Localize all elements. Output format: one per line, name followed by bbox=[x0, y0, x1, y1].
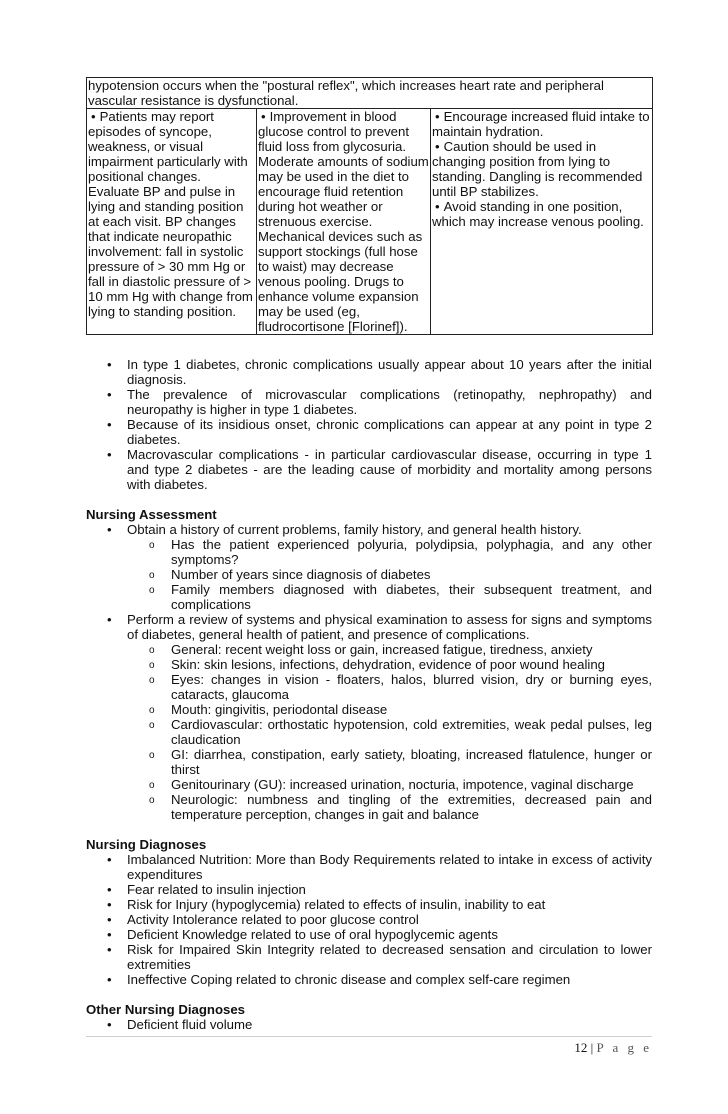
list-item: • Risk for Injury (hypoglycemia) related to effects of insulin, inability to eat bbox=[107, 897, 546, 912]
bullet-icon: • bbox=[107, 387, 112, 402]
sub-list-item: o Family members diagnosed with diabetes, their subsequent treatment, and complications bbox=[149, 582, 652, 612]
circle-bullet-icon: o bbox=[149, 780, 155, 791]
other-nursing-diagnoses-section bbox=[86, 1002, 652, 1032]
list-item: • Activity Intolerance related to poor glucose control bbox=[107, 912, 419, 927]
section-heading: Nursing Assessment bbox=[86, 507, 217, 522]
list-item: • Fear related to insulin injection bbox=[107, 882, 306, 897]
table-top-row: hypotension occurs when the "postural reflex", which increases heart rate and peripheral vascular resistance is dysfunctional. bbox=[87, 78, 653, 109]
list-item: • In type 1 diabetes, chronic complications usually appear about 10 years after the initial diagnosis. bbox=[107, 357, 652, 387]
circle-bullet-icon: o bbox=[149, 750, 155, 761]
page-label: P a g e bbox=[596, 1040, 652, 1055]
sub-list-item: o Mouth: gingivitis, periodontal disease bbox=[149, 702, 388, 717]
orthostatic-hypotension-table bbox=[86, 77, 653, 335]
bullet-icon: • bbox=[107, 357, 112, 372]
circle-bullet-icon: o bbox=[149, 645, 155, 656]
footer-divider bbox=[86, 1036, 652, 1037]
bullet-icon: • bbox=[107, 912, 112, 927]
sub-list-item: o Eyes: changes in vision - floaters, halos, blurred vision, dry or burning eyes, cataracts, glaucoma bbox=[149, 672, 652, 702]
sub-list-item: o Has the patient experienced polyuria, polydipsia, polyphagia, and any other symptoms? bbox=[149, 537, 652, 567]
circle-bullet-icon: o bbox=[149, 570, 155, 581]
circle-bullet-icon: o bbox=[149, 585, 155, 596]
table-cell-intervention: • Improvement in blood glucose control to prevent fluid loss from glycosuria. Moderate amounts of sodium may be used in the diet to encourage fluid retention during hot weather or strenuous exercise. Mechanical devices such as support stockings (full hose to waist) may decrease venous pooling. Drugs to enhance volume expansion may be used (eg, fludrocortisone [Florinef]). bbox=[257, 109, 431, 335]
page-number: 12 bbox=[574, 1040, 588, 1055]
list-item: • Risk for Impaired Skin Integrity related to decreased sensation and circulation to lower extremities bbox=[107, 942, 652, 972]
bullet-icon: • bbox=[107, 972, 112, 987]
list-item: • Perform a review of systems and physical examination to assess for signs and symptoms of diabetes, general health of patient, and presence of complications. o General: recent weight loss or gain, increased fatigue, tiredness, anxiety o Skin: skin lesions, infections, dehydration, evidence of poor wound healing o Eyes: changes in vision - floaters, halos, blurred vision, dry or burning eyes, cataracts, glaucoma o Mouth: gingivitis, periodontal disease o Cardiovascular: orthostatic hypotension, cold extremities, weak pedal pulses, leg claudication o GI: diarrhea, constipation, early satiety, bloating, increased flatulence, hunger or thirst o Genitourinary (GU): increased urination, nocturia, impotence, vaginal discharge o Neurologic: numbness and tingling of the extremities, decreased pain and temperature perception, changes in gait and balance bbox=[86, 612, 652, 822]
list-item: • The prevalence of microvascular complications (retinopathy, nephropathy) and neuropathy is higher in type 1 diabetes. bbox=[107, 387, 652, 417]
bullet-icon: • bbox=[107, 942, 112, 957]
circle-bullet-icon: o bbox=[149, 660, 155, 671]
bullet-icon: • bbox=[107, 417, 112, 432]
footer-separator: | bbox=[590, 1040, 594, 1055]
sub-list-item: o Neurologic: numbness and tingling of the extremities, decreased pain and temperature perception, changes in gait and balance bbox=[149, 792, 652, 822]
sub-list-item: o GI: diarrhea, constipation, early satiety, bloating, increased flatulence, hunger or thirst bbox=[149, 747, 652, 777]
section-heading: Nursing Diagnoses bbox=[86, 837, 207, 852]
sub-list-item: o Skin: skin lesions, infections, dehydration, evidence of poor wound healing bbox=[149, 657, 605, 672]
circle-bullet-icon: o bbox=[149, 795, 155, 806]
nursing-diagnoses-section bbox=[86, 837, 652, 987]
bullet-icon: • bbox=[107, 447, 112, 462]
list-item: • Imbalanced Nutrition: More than Body Requirements related to intake in excess of activity expenditures bbox=[107, 852, 652, 882]
sub-list-item: o Number of years since diagnosis of diabetes bbox=[149, 567, 431, 582]
page-footer bbox=[560, 1040, 652, 1055]
bullet-icon: • bbox=[107, 522, 112, 537]
bullet-icon: • bbox=[107, 882, 112, 897]
bullet-icon: • bbox=[107, 612, 112, 627]
circle-bullet-icon: o bbox=[149, 540, 155, 551]
nursing-assessment-section bbox=[86, 507, 652, 822]
list-item: • Deficient Knowledge related to use of oral hypoglycemic agents bbox=[107, 927, 498, 942]
bullet-icon: • bbox=[107, 927, 112, 942]
list-item: • Ineffective Coping related to chronic disease and complex self-care regimen bbox=[107, 972, 571, 987]
table-cell-assessment: • Patients may report episodes of syncope, weakness, or visual impairment particularly with positional changes. Evaluate BP and pulse in lying and standing position at each visit. BP changes that indicate neuropathic involvement: fall in systolic pressure of > 30 mm Hg or fall in diastolic pressure of > 10 mm Hg with change from lying to standing position. bbox=[87, 109, 257, 335]
circle-bullet-icon: o bbox=[149, 720, 155, 731]
sub-list-item: o Genitourinary (GU): increased urination, nocturia, impotence, vaginal discharge bbox=[149, 777, 634, 792]
circle-bullet-icon: o bbox=[149, 705, 155, 716]
list-item: • Deficient fluid volume bbox=[107, 1017, 253, 1032]
bullet-icon: • bbox=[107, 852, 112, 867]
sub-list-item: o Cardiovascular: orthostatic hypotension, cold extremities, weak pedal pulses, leg claudication bbox=[149, 717, 652, 747]
list-item: • Obtain a history of current problems, family history, and general health history. o Has the patient experienced polyuria, polydipsia, polyphagia, and any other symptoms? o Number of years since diagnosis of diabetes o Family members diagnosed with diabetes, their subsequent treatment, and complications bbox=[86, 522, 652, 612]
bullet-icon: • bbox=[107, 1017, 112, 1032]
list-item: • Macrovascular complications - in particular cardiovascular disease, occurring in type 1 and type 2 diabetes - are the leading cause of morbidity and mortality among persons with diabetes. bbox=[107, 447, 652, 492]
list-item: • Because of its insidious onset, chronic complications can appear at any point in type 2 diabetes. bbox=[107, 417, 652, 447]
circle-bullet-icon: o bbox=[149, 675, 155, 686]
document-page bbox=[86, 77, 652, 1032]
complications-list bbox=[86, 357, 652, 492]
table-cell-patient-education: • Encourage increased fluid intake to maintain hydration. • Caution should be used in changing position from lying to standing. Dangling is recommended until BP stabilizes. • Avoid standing in one position, which may increase venous pooling. bbox=[431, 109, 653, 335]
sub-list-item: o General: recent weight loss or gain, increased fatigue, tiredness, anxiety bbox=[149, 642, 593, 657]
section-heading: Other Nursing Diagnoses bbox=[86, 1002, 246, 1017]
bullet-icon: • bbox=[107, 897, 112, 912]
